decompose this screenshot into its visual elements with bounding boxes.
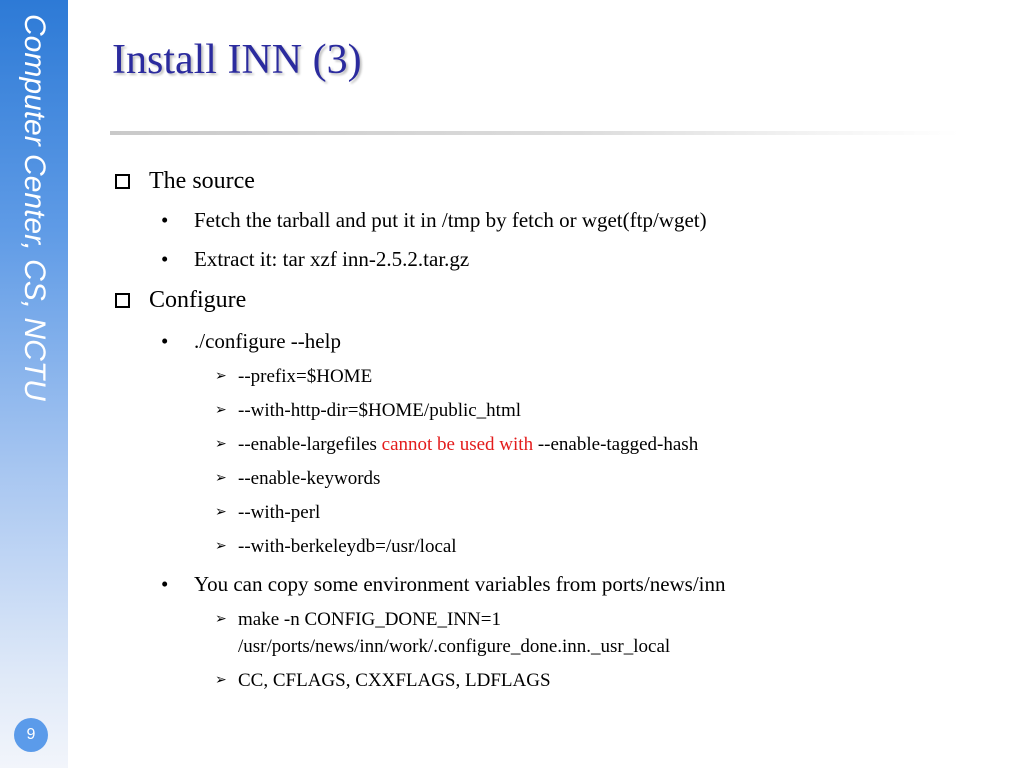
- title-divider: [110, 131, 960, 135]
- option-text: /usr/ports/news/inn/work/.configure_done.inn._usr_local: [238, 636, 671, 657]
- option-tagged-hash-flag: --enable-tagged-hash: [533, 434, 699, 455]
- checkbox-bullet-icon: [115, 293, 130, 308]
- option-text: --with-http-dir=$HOME/public_html: [238, 400, 522, 421]
- dot-bullet-icon: •: [161, 208, 169, 232]
- option-text: --with-berkeleydb=/usr/local: [238, 536, 457, 557]
- slide-title: Install INN (3): [112, 37, 362, 83]
- arrow-bullet-icon: ➢: [215, 369, 227, 384]
- dot-bullet-icon: •: [161, 572, 169, 596]
- sidebar-label: Computer Center, CS, NCTU: [18, 14, 51, 401]
- option-text: [238, 434, 698, 456]
- arrow-bullet-icon: ➢: [215, 437, 227, 452]
- bullet-text: Configure: [149, 287, 247, 313]
- arrow-bullet-icon: ➢: [215, 505, 227, 520]
- arrow-bullet-icon: ➢: [215, 403, 227, 418]
- bullet-text: Extract it: tar xzf inn-2.5.2.tar.gz: [194, 247, 470, 271]
- arrow-bullet-icon: ➢: [215, 673, 227, 688]
- option-largefiles-flag: --enable-largefiles: [238, 434, 382, 455]
- page-number-badge: 9: [14, 718, 48, 752]
- arrow-bullet-icon: ➢: [215, 612, 227, 627]
- bullet-text: The source: [149, 168, 255, 194]
- sidebar: [0, 0, 68, 768]
- option-text: CC, CFLAGS, CXXFLAGS, LDFLAGS: [238, 670, 551, 691]
- bullet-text: You can copy some environment variables from ports/news/inn: [194, 572, 726, 596]
- bullet-text: Fetch the tarball and put it in /tmp by fetch or wget(ftp/wget): [194, 208, 707, 232]
- option-text: make -n CONFIG_DONE_INN=1: [238, 609, 501, 630]
- checkbox-bullet-icon: [115, 174, 130, 189]
- option-text: --enable-keywords: [238, 468, 381, 489]
- option-text: --with-perl: [238, 502, 321, 523]
- arrow-bullet-icon: ➢: [215, 539, 227, 554]
- arrow-bullet-icon: ➢: [215, 471, 227, 486]
- dot-bullet-icon: •: [161, 247, 169, 271]
- dot-bullet-icon: •: [161, 329, 169, 353]
- option-text: --prefix=$HOME: [238, 366, 373, 387]
- bullet-text: ./configure --help: [194, 329, 341, 353]
- warning-text: cannot be used with: [381, 434, 534, 455]
